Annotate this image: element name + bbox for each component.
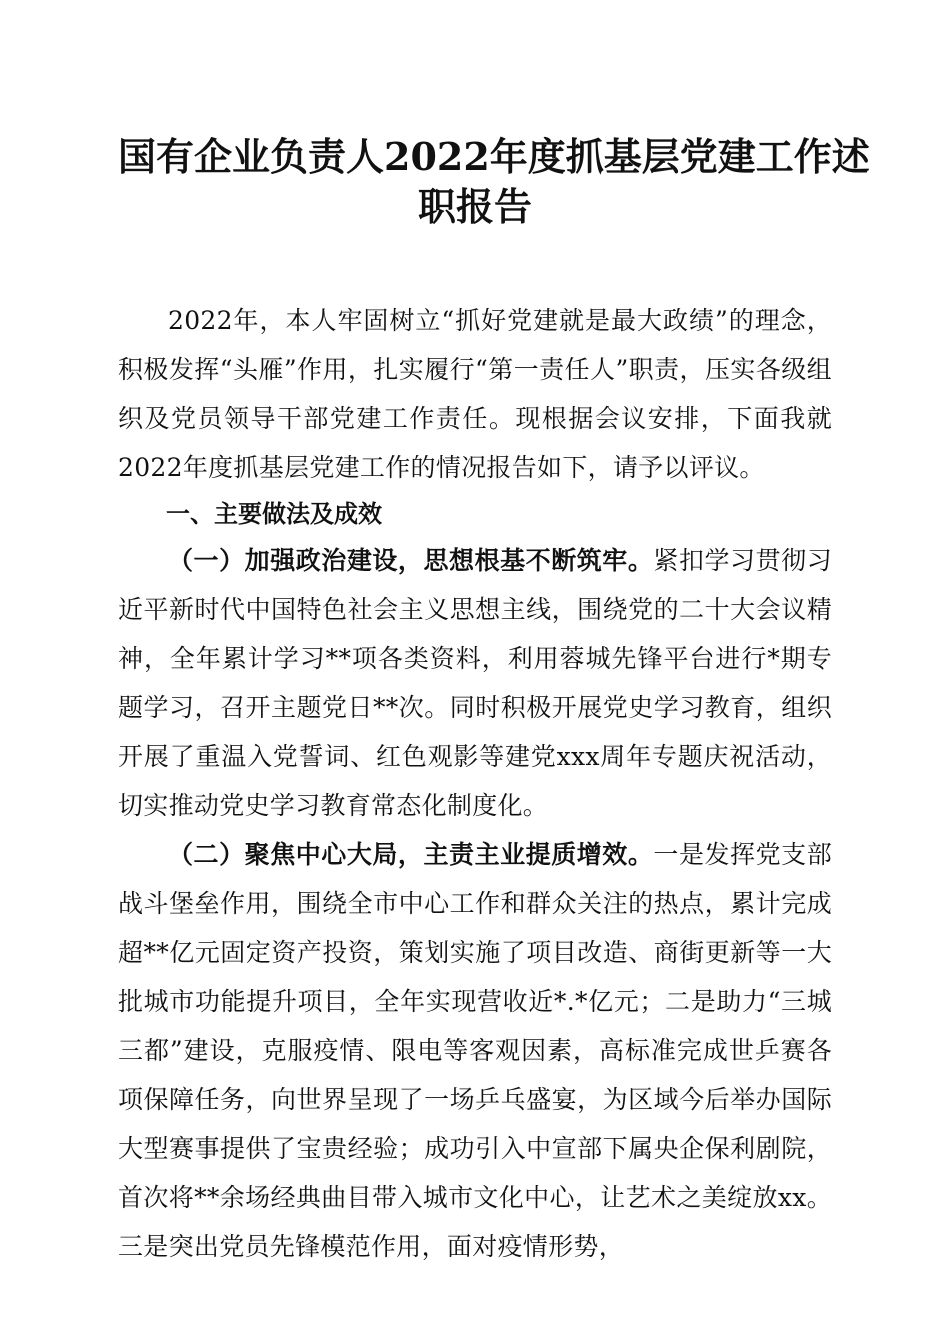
item-paragraph-1	[118, 536, 832, 830]
document-title	[118, 132, 870, 232]
item-paragraph-2	[118, 830, 832, 1271]
item-1-body: 紧扣学习贯彻习近平新时代中国特色社会主义思想主线，围绕党的二十大会议精神，全年累计学习**项各类资料，利用蓉城先锋平台进行*期专题学习，召开主题党日**次。同时积极开展党史学习教育，组织开展了重温入党誓词、红色观影等建党xxx周年专题庆祝活动，切实推动党史学习教育常态化制度化。	[118, 546, 832, 820]
document-page	[118, 132, 870, 1271]
section-heading-1: 一、主要做法及成效	[166, 500, 382, 528]
item-1-lead: （一）加强政治建设，思想根基不断筑牢。	[168, 546, 654, 575]
title-line-1: 国有企业负责人2022年度抓基层党建工作述	[118, 134, 870, 179]
item-2-lead: （二）聚焦中心大局，主责主业提质增效。	[168, 840, 654, 869]
title-line-2: 职报告	[417, 184, 532, 229]
intro-paragraph: 2022年，本人牢固树立“抓好党建就是最大政绩”的理念，积极发挥“头雁”作用，扎实履行“第一责任人”职责，压实各级组织及党员领导干部党建工作责任。现根据会议安排，下面我就2022年度抓基层党建工作的情况报告如下，请予以评议。	[118, 306, 832, 482]
item-2-body: 一是发挥党支部战斗堡垒作用，围绕全市中心工作和群众关注的热点，累计完成超**亿元固定资产投资，策划实施了项目改造、商街更新等一大批城市功能提升项目，全年实现营收近*.*亿元；二是助力“三城三都”建设，克服疫情、限电等客观因素，高标准完成世乒赛各项保障任务，向世界呈现了一场乒乓盛宴，为区域今后举办国际大型赛事提供了宝贵经验；成功引入中宣部下属央企保利剧院，首次将**余场经典曲目带入城市文化中心，让艺术之美绽放xx。三是突出党员先锋模范作用，面对疫情形势，	[118, 840, 832, 1261]
